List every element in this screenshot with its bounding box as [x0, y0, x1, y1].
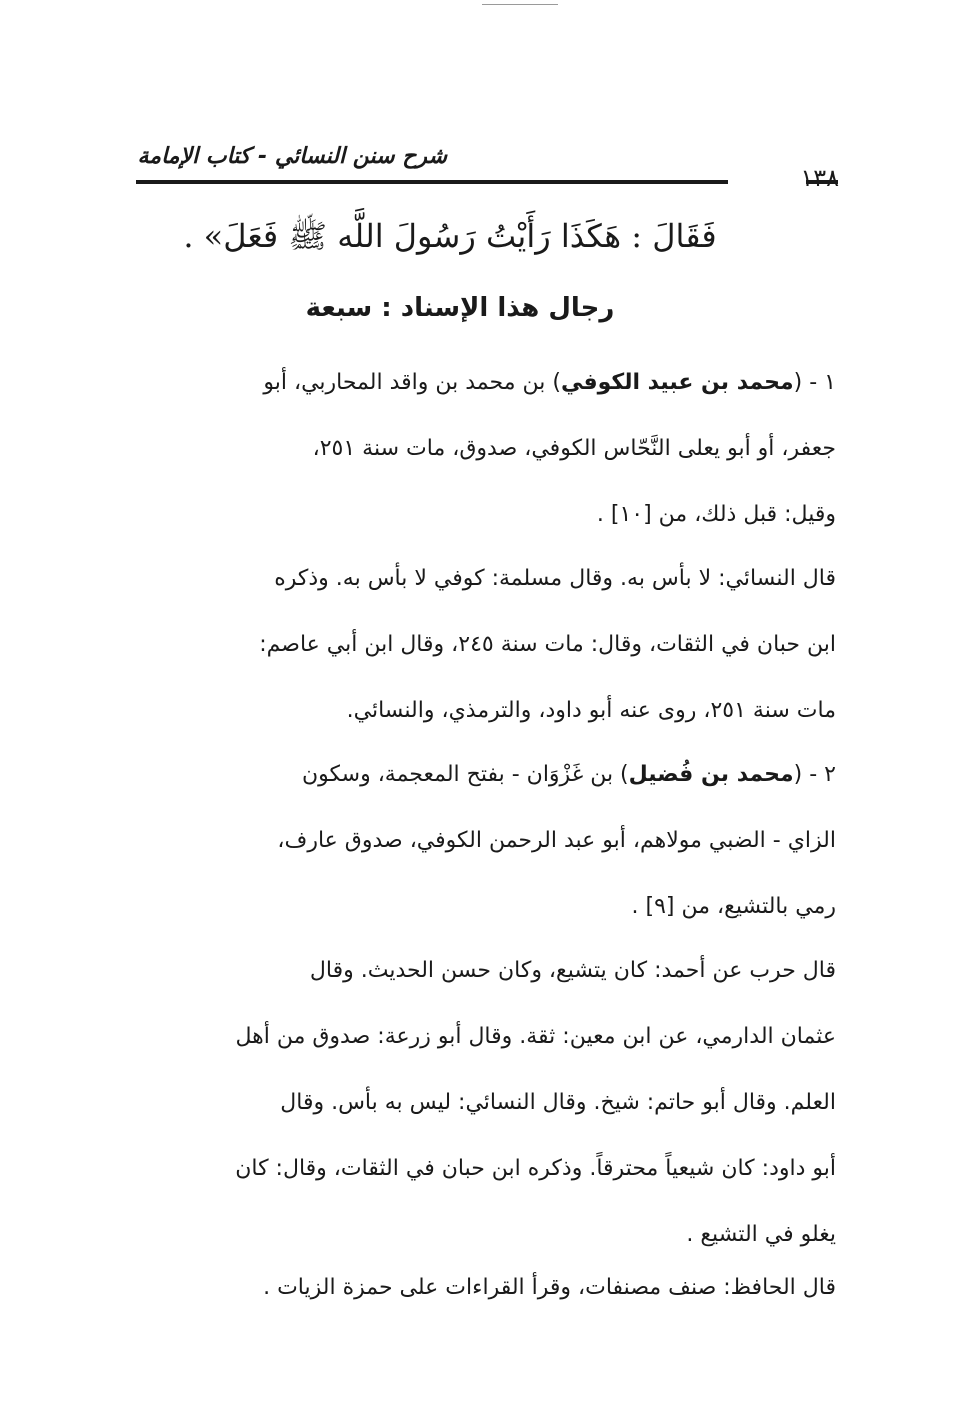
paragraph-narrator-1	[136, 350, 836, 548]
paragraph-line	[136, 350, 836, 416]
narrator-name: محمد بن فُضيل	[628, 762, 794, 787]
line-suffix: ) بن غَزْوَان - بفتح المعجمة، وسكون	[301, 762, 629, 787]
hadith-quote: فَقَالَ : هَكَذَا رَأَيْتُ رَسُولَ اللَّه ﷺ فَعَلَ» .	[183, 217, 717, 255]
paragraph-line: أبو داود: كان شيعياً محترقاً. وذكره ابن حبان في الثقات، وقال: كان	[235, 1156, 836, 1181]
line-suffix: ) بن محمد بن واقد المحاربي، أبو	[263, 370, 561, 395]
page-number: ١٣٨	[800, 164, 839, 192]
line-prefix: ١ - (	[793, 370, 836, 395]
paragraph-line: قال حرب عن أحمد: كان يتشيع، وكان حسن الحديث. وقال	[309, 958, 836, 983]
paragraph-line	[136, 742, 836, 808]
paragraph-line: قال النسائي: لا بأس به. وقال مسلمة: كوفي لا بأس به. وذكره	[274, 566, 836, 591]
line-prefix: ٢ - (	[793, 762, 836, 787]
paragraph-line: مات سنة ٢٥١، روى عنه أبو داود، والترمذي، والنسائي.	[346, 698, 836, 723]
narrator-name: محمد بن عبيد الكوفي	[560, 370, 794, 395]
page-header	[0, 140, 979, 200]
running-title: شرح سنن النسائي - كتاب الإمامة	[137, 144, 447, 169]
page-number-rule	[806, 180, 838, 184]
paragraph-line: قال الحافظ: صنف مصنفات، وقرأ القراءات على حمزة الزيات .	[263, 1275, 836, 1300]
paragraph-line: عثمان الدارمي، عن ابن معين: ثقة. وقال أبو زرعة: صدوق من أهل	[235, 1024, 836, 1049]
paragraph-line: ابن حبان في الثقات، وقال: مات سنة ٢٤٥، وقال ابن أبي عاصم:	[259, 632, 836, 657]
paragraph-line: وقيل: قبل ذلك، من [١٠] .	[596, 502, 836, 527]
header-rule	[136, 180, 728, 184]
paragraph-narrator-2-notes	[136, 938, 836, 1268]
paragraph-line: يغلو في التشيع .	[686, 1222, 836, 1247]
scan-mark-line	[482, 4, 558, 5]
section-heading: رجال هذا الإسناد : سبعة	[305, 293, 615, 323]
paragraph-narrator-1-notes	[136, 546, 836, 744]
paragraph-line: جعفر، أو أبو يعلى النَّحّاس الكوفي، صدوق، مات سنة ٢٥١،	[312, 436, 836, 461]
paragraph-narrator-2	[136, 742, 836, 940]
paragraph-hafiz-note	[136, 1255, 836, 1321]
paragraph-line: العلم. وقال أبو حاتم: شيخ. وقال النسائي: ليس به بأس. وقال	[280, 1090, 836, 1115]
paragraph-line: رمي بالتشيع، من [٩] .	[631, 894, 836, 919]
paragraph-line: الزاي - الضبي مولاهم، أبو عبد الرحمن الكوفي، صدوق عارف،	[277, 828, 836, 853]
